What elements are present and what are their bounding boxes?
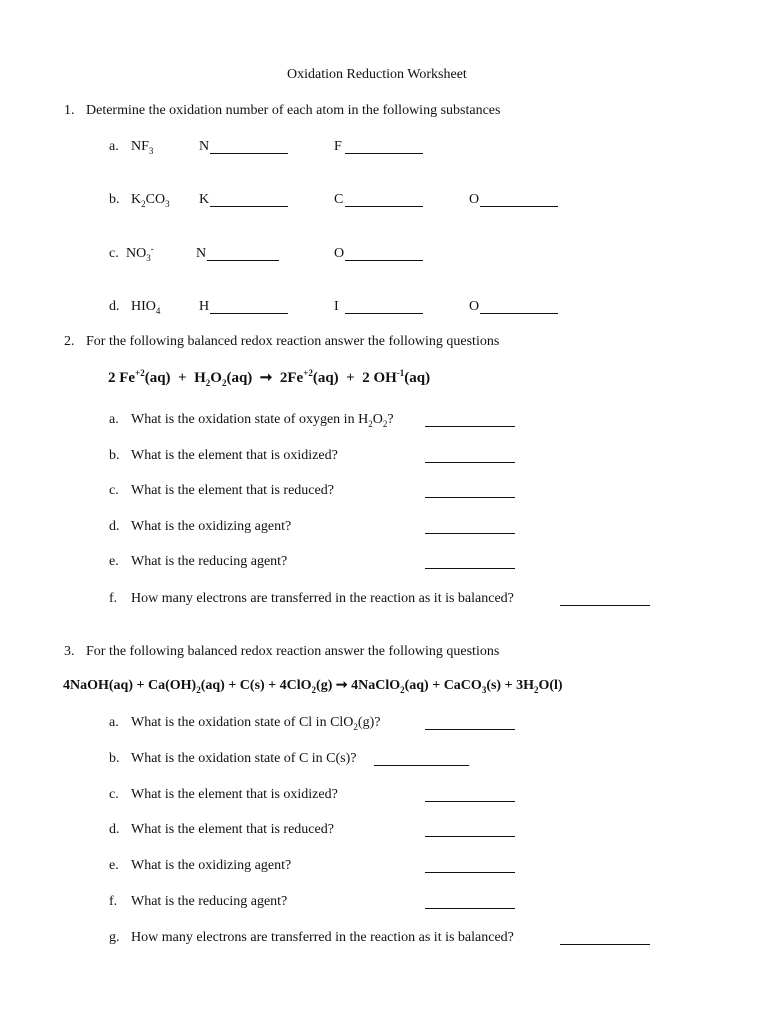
question-text: What is the reducing agent? — [131, 894, 288, 909]
atom-label: O — [334, 246, 345, 261]
answer-blank[interactable] — [425, 483, 515, 498]
atom-label: N — [196, 246, 207, 261]
question-text: How many electrons are transferred in the reaction as it is balanced? — [131, 930, 514, 945]
answer-blank[interactable] — [560, 930, 650, 945]
question-number: 2. — [64, 334, 75, 349]
question-letter: b. — [109, 751, 120, 766]
question-letter: b. — [109, 448, 120, 463]
worksheet-title: Oxidation Reduction Worksheet — [287, 67, 467, 82]
answer-blank[interactable] — [480, 192, 558, 207]
chemical-equation: 2 $Fe^{+2}(aq) + H_2O_2(aq)$ ➞ $2Fe^{+2}(aq) + 2$ $OH^{-1}(aq)$ — [108, 368, 431, 388]
question-text: What is the oxidizing agent? — [131, 858, 292, 873]
answer-blank[interactable] — [425, 858, 515, 873]
question-text: What is the element that is oxidized? — [131, 787, 338, 802]
answer-blank[interactable] — [425, 519, 515, 534]
question-number: 1. — [64, 103, 75, 118]
question-letter: f. — [109, 894, 118, 909]
atom-label: O — [469, 299, 480, 314]
question-letter: c. — [109, 483, 119, 498]
question-text: What is the oxidizing agent? — [131, 519, 292, 534]
atom-label: C — [334, 192, 344, 207]
question-letter: a. — [109, 715, 119, 730]
atom-label: H — [199, 299, 210, 314]
item-letter: d. — [109, 299, 120, 314]
question-text: How many electrons are transferred in the reaction as it is balanced? — [131, 591, 514, 606]
question-text: What is the oxidation state of oxygen in $H_2O_2$? — [131, 412, 394, 429]
question-text: What is the element that is oxidized? — [131, 448, 338, 463]
question-text: What is the element that is reduced? — [131, 483, 334, 498]
answer-blank[interactable] — [425, 787, 515, 802]
answer-blank[interactable] — [345, 299, 423, 314]
question-number: 3. — [64, 644, 75, 659]
chemical-formula: $HIO_4$ — [131, 299, 161, 316]
atom-label: O — [469, 192, 480, 207]
atom-label: I — [334, 299, 339, 314]
question-letter: d. — [109, 822, 120, 837]
chemical-equation: 4NaOH(aq) + $Ca(OH)_2(aq) + C(s) + 4ClO_2(g)$ ➞ 4NaClO$_2$(aq) + CaCO$_3$(s) + $3H_2O(l)$ — [63, 678, 563, 695]
question-text: What is the element that is reduced? — [131, 822, 334, 837]
chemical-formula: $K_2CO_3$ — [131, 192, 170, 209]
answer-blank[interactable] — [210, 139, 288, 154]
answer-blank[interactable] — [425, 554, 515, 569]
question-letter: f. — [109, 591, 118, 606]
answer-blank[interactable] — [560, 591, 650, 606]
answer-blank[interactable] — [425, 894, 515, 909]
chemical-formula: $NF_3$ — [131, 139, 154, 156]
atom-label: F — [334, 139, 342, 154]
answer-blank[interactable] — [345, 246, 423, 261]
atom-label: N — [199, 139, 210, 154]
item-letter: a. — [109, 139, 119, 154]
question-text: What is the reducing agent? — [131, 554, 288, 569]
answer-blank[interactable] — [480, 299, 558, 314]
answer-blank[interactable] — [425, 448, 515, 463]
answer-blank[interactable] — [210, 192, 288, 207]
question-prompt: For the following balanced redox reaction answer the following questions — [86, 644, 500, 659]
answer-blank[interactable] — [425, 715, 515, 730]
answer-blank[interactable] — [345, 139, 423, 154]
answer-blank[interactable] — [425, 822, 515, 837]
answer-blank[interactable] — [425, 412, 515, 427]
question-prompt: Determine the oxidation number of each atom in the following substances — [86, 103, 501, 118]
question-letter: a. — [109, 412, 119, 427]
question-text: What is the oxidation state of C in C(s)? — [131, 751, 357, 766]
answer-blank[interactable] — [345, 192, 423, 207]
answer-blank[interactable] — [374, 751, 469, 766]
question-letter: d. — [109, 519, 120, 534]
question-text: What is the oxidation state of Cl in ClO$_2$(g)? — [131, 715, 381, 732]
question-letter: e. — [109, 554, 119, 569]
item-letter: c. — [109, 246, 119, 261]
chemical-formula: $NO_3^-$ — [126, 243, 154, 263]
answer-blank[interactable] — [207, 246, 279, 261]
question-letter: c. — [109, 787, 119, 802]
item-letter: b. — [109, 192, 120, 207]
question-letter: g. — [109, 930, 120, 945]
answer-blank[interactable] — [210, 299, 288, 314]
atom-label: K — [199, 192, 210, 207]
question-prompt: For the following balanced redox reaction answer the following questions — [86, 334, 500, 349]
question-letter: e. — [109, 858, 119, 873]
